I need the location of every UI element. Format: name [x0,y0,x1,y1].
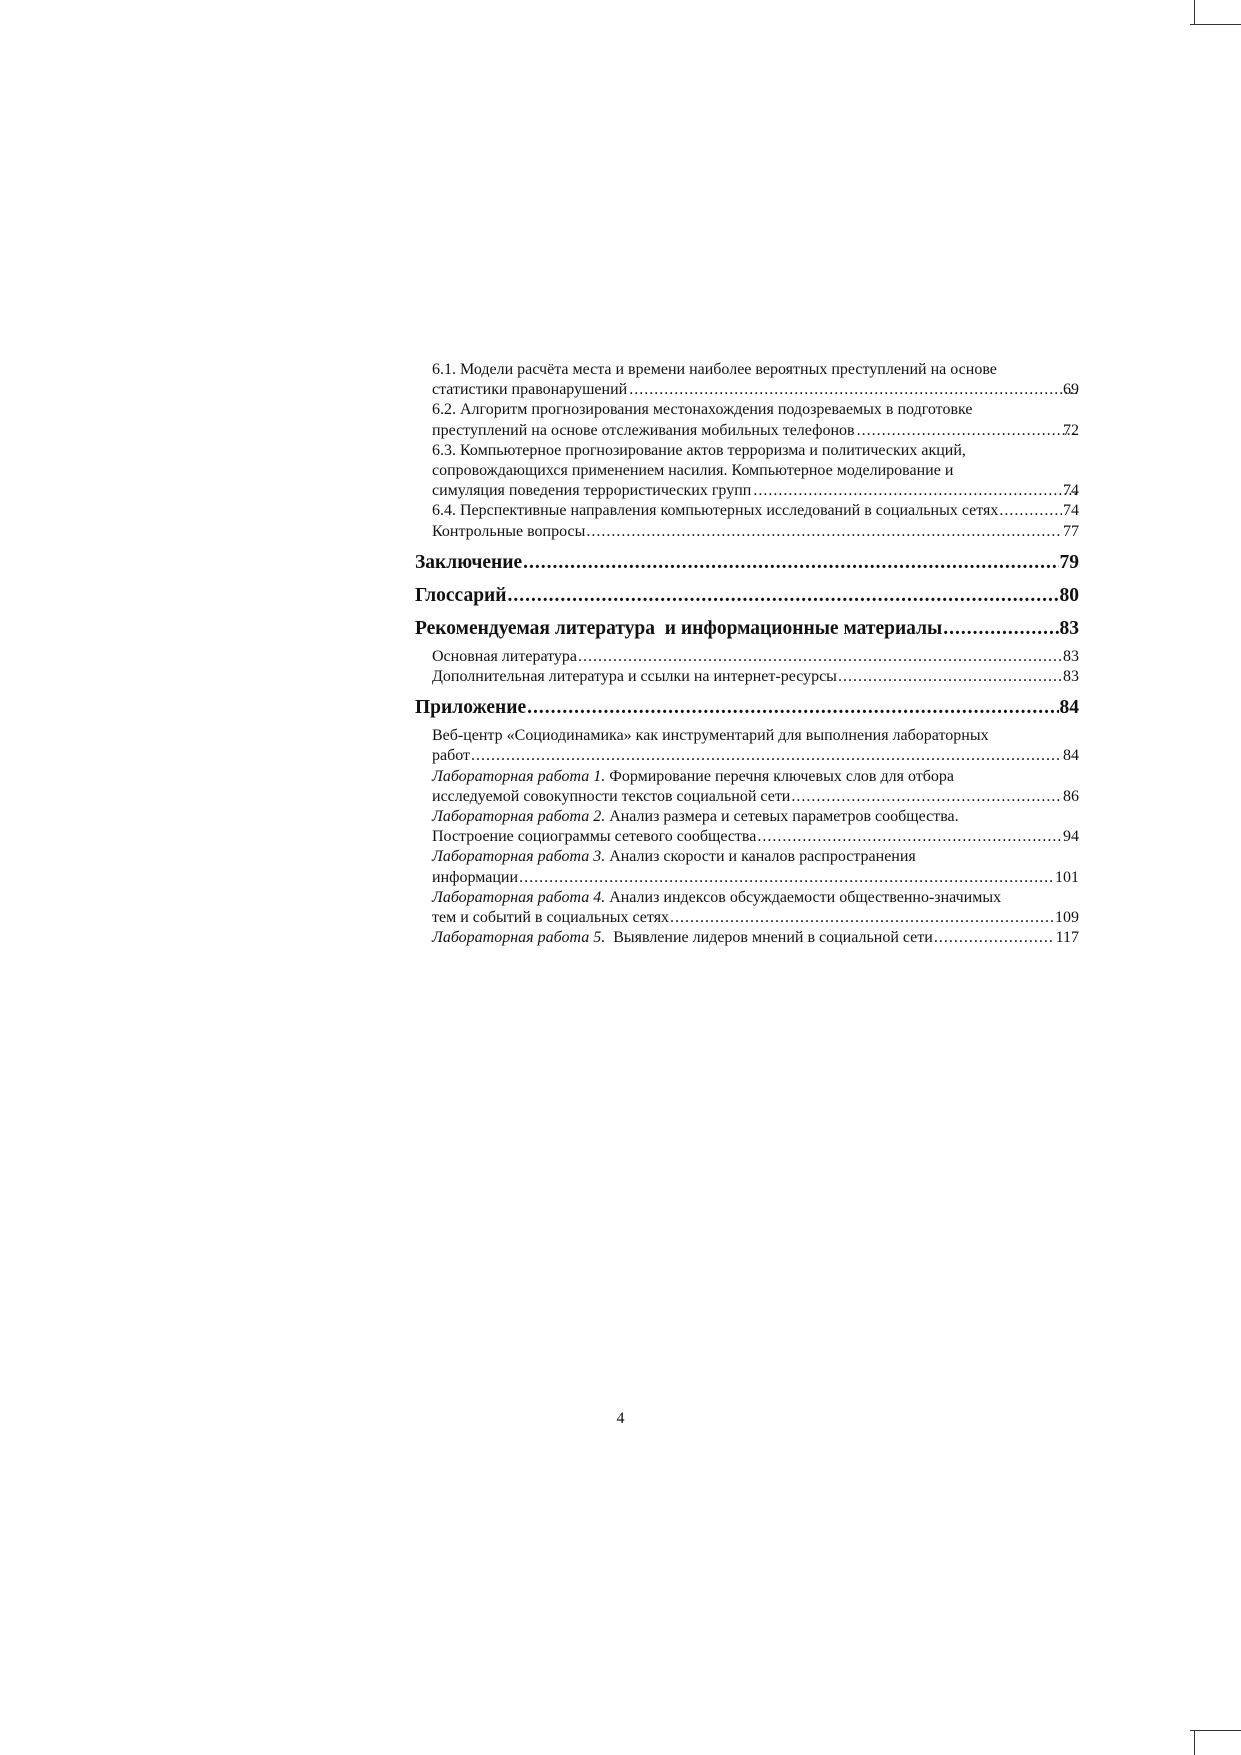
dot-leader [628,380,1078,400]
toc-entry-title: исследуемой совокупности текстов социальной сети [432,787,791,805]
toc-page-number: 74 [1063,502,1079,520]
toc-entry-text [432,928,1079,948]
toc-page-number: 83 [1063,668,1079,686]
toc-entry-text [432,501,1079,521]
dot-leader [519,868,1054,888]
toc-entry[interactable] [415,501,1079,521]
toc-entry[interactable] [415,767,1079,807]
toc-entry-title: 6.4. Перспективные направления компьютерных исследований в социальных сетях [432,502,999,520]
dot-leader [508,584,1059,608]
toc-entry-line: сопровождающихся применением насилия. Компьютерное моделирование и [432,462,954,480]
lab-work-label: Лабораторная работа 2. [432,808,606,826]
lab-work-label: Лабораторная работа 3. [432,848,606,866]
toc-entry-title: Заключение [415,551,523,573]
toc-entry-text [432,522,1079,542]
toc-entry-text [415,584,1079,608]
toc-entry[interactable] [415,522,1079,542]
toc-page-number: 84 [1063,747,1079,765]
toc-page-number: 109 [1055,909,1079,927]
toc-entry-title: Дополнительная литература и ссылки на интернет-ресурсы [432,668,837,686]
toc-page-number: 86 [1063,787,1079,805]
toc-entry-title: симуляция поведения террористических групп [432,482,752,500]
toc-entry-title: Приложение [415,697,527,719]
toc-entry[interactable] [415,400,1079,440]
dot-leader [752,481,1078,501]
toc-entry-title: статистики правонарушений [432,381,628,399]
toc-entry[interactable] [415,441,1079,502]
toc-heading-entry[interactable] [415,696,1079,720]
dot-leader [791,787,1062,807]
lab-work-label: Лабораторная работа 1. [432,767,606,785]
crop-mark-bottom-horizontal [1190,1730,1241,1731]
toc-entry-line: Анализ индексов обсуждаемости общественно-значимых [605,888,1002,906]
toc-page-number: 83 [1063,647,1079,665]
toc-page-number: 83 [1059,617,1079,639]
toc-entry[interactable] [415,888,1079,928]
toc-page-number: 94 [1063,828,1079,846]
toc-entry-title: Рекомендуемая литература и информационные материалы [415,617,943,639]
toc-entry-title: работ [432,747,471,765]
toc-entry-line: 6.2. Алгоритм прогнозирования местонахождения подозреваемых в подготовке [432,401,973,419]
dot-leader [838,667,1062,687]
toc-entry[interactable] [415,928,1079,948]
dot-leader [934,928,1055,948]
page-number: 4 [616,1410,625,1427]
toc-entry-text: 6.3. Компьютерное прогнозирование актов терроризма и политических акций, сопровождающихся применением насилия. Компьютерное моделирование и симуляция поведения террористических групп ..... 74 [432,441,1079,502]
dot-leader [856,421,1078,441]
toc-entry-line: Формирование перечня ключевых слов для отбора [605,767,954,785]
dot-leader [578,647,1062,667]
crop-mark-bottom-vertical [1194,1730,1195,1755]
lab-work-label: Лабораторная работа 4. [432,888,606,906]
toc-entry[interactable] [415,360,1079,400]
toc-entry-line: Анализ скорости и каналов распространения [605,848,916,866]
toc-heading-entry[interactable] [415,584,1079,608]
dot-leader [527,696,1058,720]
toc-entry-text: 6.1. Модели расчёта места и времени наиболее вероятных преступлений на основе статистики правонарушений ..... 69 [432,360,1079,400]
toc-entry-title: Построение социограммы сетевого сообщества [432,828,757,846]
dot-leader [670,908,1054,928]
toc-page-number: 117 [1055,929,1079,947]
toc-page-number: 84 [1059,697,1079,719]
toc-entry[interactable] [415,647,1079,667]
toc-entry-text [415,696,1079,720]
toc-entry-title: информации [432,868,519,886]
toc-entry-text [432,647,1079,667]
toc-entry-text [432,847,1079,887]
toc-entry-line: 6.3. Компьютерное прогнозирование актов терроризма и политических акций, [432,441,966,459]
toc-entry-title: преступлений на основе отслеживания мобильных телефонов [432,421,855,439]
toc-entry-text [432,726,1079,766]
dot-leader [523,551,1058,575]
toc-entry[interactable] [415,667,1079,687]
toc-page-number: 77 [1063,522,1079,540]
toc-entry-title: Глоссарий [415,584,507,606]
toc-page-number: 80 [1059,584,1079,606]
toc-heading-entry[interactable] [415,617,1079,641]
toc-entry-line: Анализ размера и сетевых параметров сообщества. [605,808,959,826]
toc-entry-line: Веб-центр «Социодинамика» как инструментарий для выполнения лабораторных [432,727,989,745]
toc-heading-entry[interactable] [415,551,1079,575]
table-of-contents [415,360,1079,948]
toc-entry-text [432,807,1079,847]
toc-entry-title: Контрольные вопросы [432,522,586,540]
toc-entry-line: 6.1. Модели расчёта места и времени наиболее вероятных преступлений на основе [432,361,997,378]
toc-entry-title: тем и событий в социальных сетях [432,909,670,927]
toc-entry-text [432,888,1079,928]
lab-work-label: Лабораторная работа 5. [432,929,606,947]
dot-leader [943,617,1058,641]
crop-mark-top-vertical [1194,0,1195,25]
crop-mark-top-horizontal [1190,24,1241,25]
toc-entry-text [432,767,1079,807]
toc-entry-text: 6.2. Алгоритм прогнозирования местонахождения подозреваемых в подготовке преступлений на основе отслеживания мобильных телефонов ..... 72 [432,400,1079,440]
toc-entry-title: Выявление лидеров мнений в социальной сети [605,929,933,947]
dot-leader [999,501,1062,521]
toc-entry-text [415,617,1079,641]
dot-leader [586,522,1062,542]
toc-entry[interactable] [415,847,1079,887]
toc-entry-text [432,667,1079,687]
dot-leader [471,746,1062,766]
toc-page-number: 79 [1059,551,1079,573]
toc-entry-text [415,551,1079,575]
toc-page-number: 101 [1055,868,1079,886]
dot-leader [757,827,1062,847]
toc-entry[interactable] [415,726,1079,766]
toc-entry[interactable] [415,807,1079,847]
toc-entry-title: Основная литература [432,647,578,665]
